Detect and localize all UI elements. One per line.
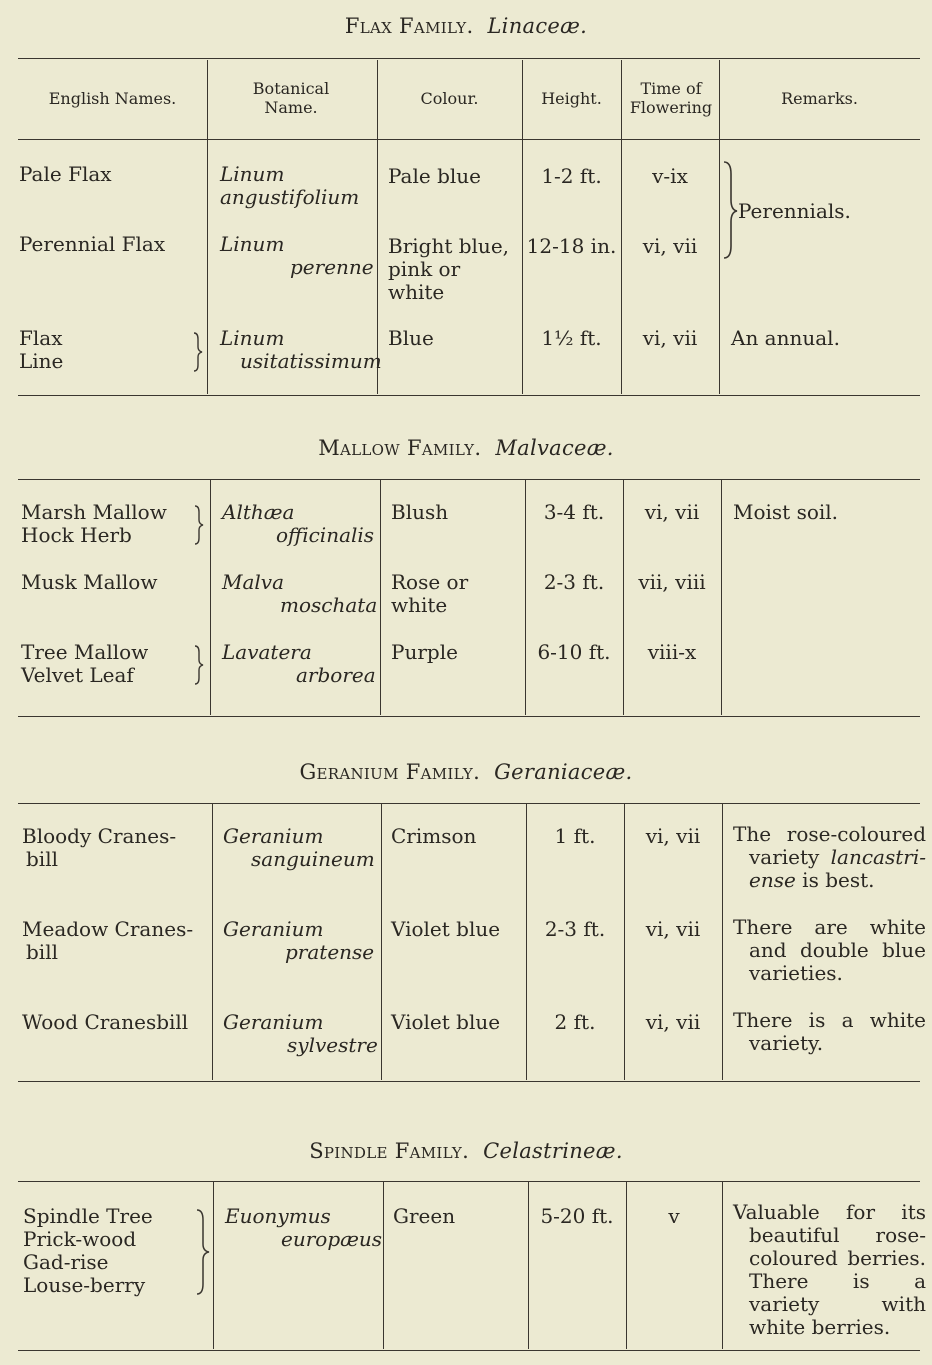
botanical-name: Euonymus europæus: [225, 1204, 383, 1251]
family-name: Mallow Family.: [318, 436, 482, 460]
botanical-name: Althæa officinalis: [222, 500, 375, 547]
column-divider: [213, 1182, 214, 1349]
colour: Blush: [391, 500, 449, 524]
remarks: Valuable for its beautiful rose-coloured berries. There is a variety with white berries.: [733, 1200, 926, 1339]
family-name: Spindle Family.: [309, 1139, 470, 1163]
remarks: There is a white variety.: [733, 1008, 926, 1055]
colour: Green: [393, 1204, 456, 1228]
remarks: Moist soil.: [733, 500, 839, 524]
botanical-name: Geranium pratense: [223, 917, 375, 964]
column-divider: [207, 60, 208, 394]
header-english: English Names.: [48, 89, 177, 108]
english-name: Pale Flax: [19, 162, 112, 186]
column-divider: [719, 60, 720, 394]
english-name: Marsh Mallow Hock Herb: [21, 500, 167, 547]
flowering-time: vi, vii: [642, 234, 698, 258]
header-botanical: Botanical Name.: [252, 79, 330, 117]
rule: [18, 58, 920, 59]
header-remarks: Remarks.: [781, 89, 858, 108]
column-divider: [722, 1182, 723, 1349]
header-colour: Colour.: [420, 89, 479, 108]
rule: [18, 1081, 920, 1082]
brace-icon: [192, 331, 204, 373]
brace-icon: [721, 160, 739, 260]
brace-icon: [193, 504, 205, 546]
english-name: Bloody Cranes- bill: [22, 824, 177, 871]
height: 1½ ft.: [541, 326, 602, 350]
flowering-time: vi, vii: [645, 1010, 701, 1034]
section-title-mallow: [0, 436, 932, 460]
botanical-name: Geranium sylvestre: [223, 1010, 378, 1057]
flowering-time: v-ix: [652, 164, 688, 188]
section-title-geranium: [0, 760, 932, 784]
family-latin: Geraniaceæ.: [494, 760, 633, 784]
flowering-time: v: [668, 1204, 680, 1228]
english-name: Spindle Tree Prick-wood Gad-rise Louse-berry: [23, 1204, 153, 1297]
flowering-time: vi, vii: [645, 917, 701, 941]
english-name: Musk Mallow: [21, 570, 158, 594]
height: 1-2 ft.: [541, 164, 602, 188]
colour: Blue: [388, 326, 434, 350]
botanical-name: Linum angustifolium: [220, 162, 360, 209]
section-title-spindle: [0, 1139, 932, 1163]
flowering-time: vi, vii: [644, 500, 700, 524]
colour: Violet blue: [391, 917, 501, 941]
column-divider: [381, 804, 382, 1080]
family-latin: Linaceæ.: [487, 14, 588, 38]
rule: [18, 139, 920, 140]
flowering-time: viii-x: [647, 640, 697, 664]
colour: Pale blue: [388, 164, 481, 188]
botanical-name: Lavatera arborea: [222, 640, 376, 687]
botanical-name: Linum perenne: [220, 232, 374, 279]
height: 1 ft.: [554, 824, 596, 848]
family-latin: Malvaceæ.: [495, 436, 614, 460]
rule: [18, 1350, 920, 1351]
height: 2 ft.: [554, 1010, 596, 1034]
rule: [18, 395, 920, 396]
remarks: The rose-coloured variety lancastri-ense is best.: [733, 822, 926, 892]
column-divider: [380, 480, 381, 715]
header-height: Height.: [541, 89, 602, 108]
family-name: Geranium Family.: [299, 760, 481, 784]
english-name: Tree Mallow Velvet Leaf: [21, 640, 149, 687]
botanical-name: Linum usitatissimum: [220, 326, 382, 373]
column-divider: [383, 1182, 384, 1349]
botanical-name: Malva moschata: [222, 570, 378, 617]
header-flowering: Time of Flowering: [629, 79, 713, 117]
column-divider: [212, 804, 213, 1080]
remarks: An annual.: [731, 326, 840, 350]
section-title-flax: [0, 14, 932, 38]
flowering-time: vi, vii: [645, 824, 701, 848]
colour: Purple: [391, 640, 458, 664]
botanical-name: Geranium sanguineum: [223, 824, 375, 871]
height: 6-10 ft.: [537, 640, 611, 664]
rule: [18, 1181, 920, 1182]
column-divider: [721, 480, 722, 715]
flowering-time: vi, vii: [642, 326, 698, 350]
brace-icon: [193, 644, 205, 686]
family-latin: Celastrineæ.: [483, 1139, 623, 1163]
english-name: Perennial Flax: [19, 232, 166, 256]
height: 3-4 ft.: [543, 500, 605, 524]
remarks: There are white and double blue varieties.: [733, 915, 926, 985]
height: 2-3 ft.: [544, 917, 606, 941]
colour: Bright blue, pink or white: [388, 234, 510, 304]
english-name: Wood Cranesbill: [22, 1010, 189, 1034]
rule: [18, 479, 920, 480]
rule: [18, 716, 920, 717]
brace-icon: [195, 1208, 211, 1296]
colour: Crimson: [391, 824, 477, 848]
rule: [18, 803, 920, 804]
flowering-time: vii, viii: [638, 570, 706, 594]
family-name: Flax Family.: [344, 14, 474, 38]
english-name: Meadow Cranes- bill: [22, 917, 194, 964]
colour: Rose or white: [391, 570, 469, 617]
column-divider: [377, 60, 378, 394]
english-name: Flax Line: [19, 326, 64, 373]
height: 5-20 ft.: [540, 1204, 614, 1228]
colour: Violet blue: [391, 1010, 501, 1034]
height: 2-3 ft.: [543, 570, 605, 594]
height: 12-18 in.: [526, 234, 617, 258]
column-divider: [722, 804, 723, 1080]
column-divider: [210, 480, 211, 715]
remarks: Perennials.: [738, 199, 851, 223]
